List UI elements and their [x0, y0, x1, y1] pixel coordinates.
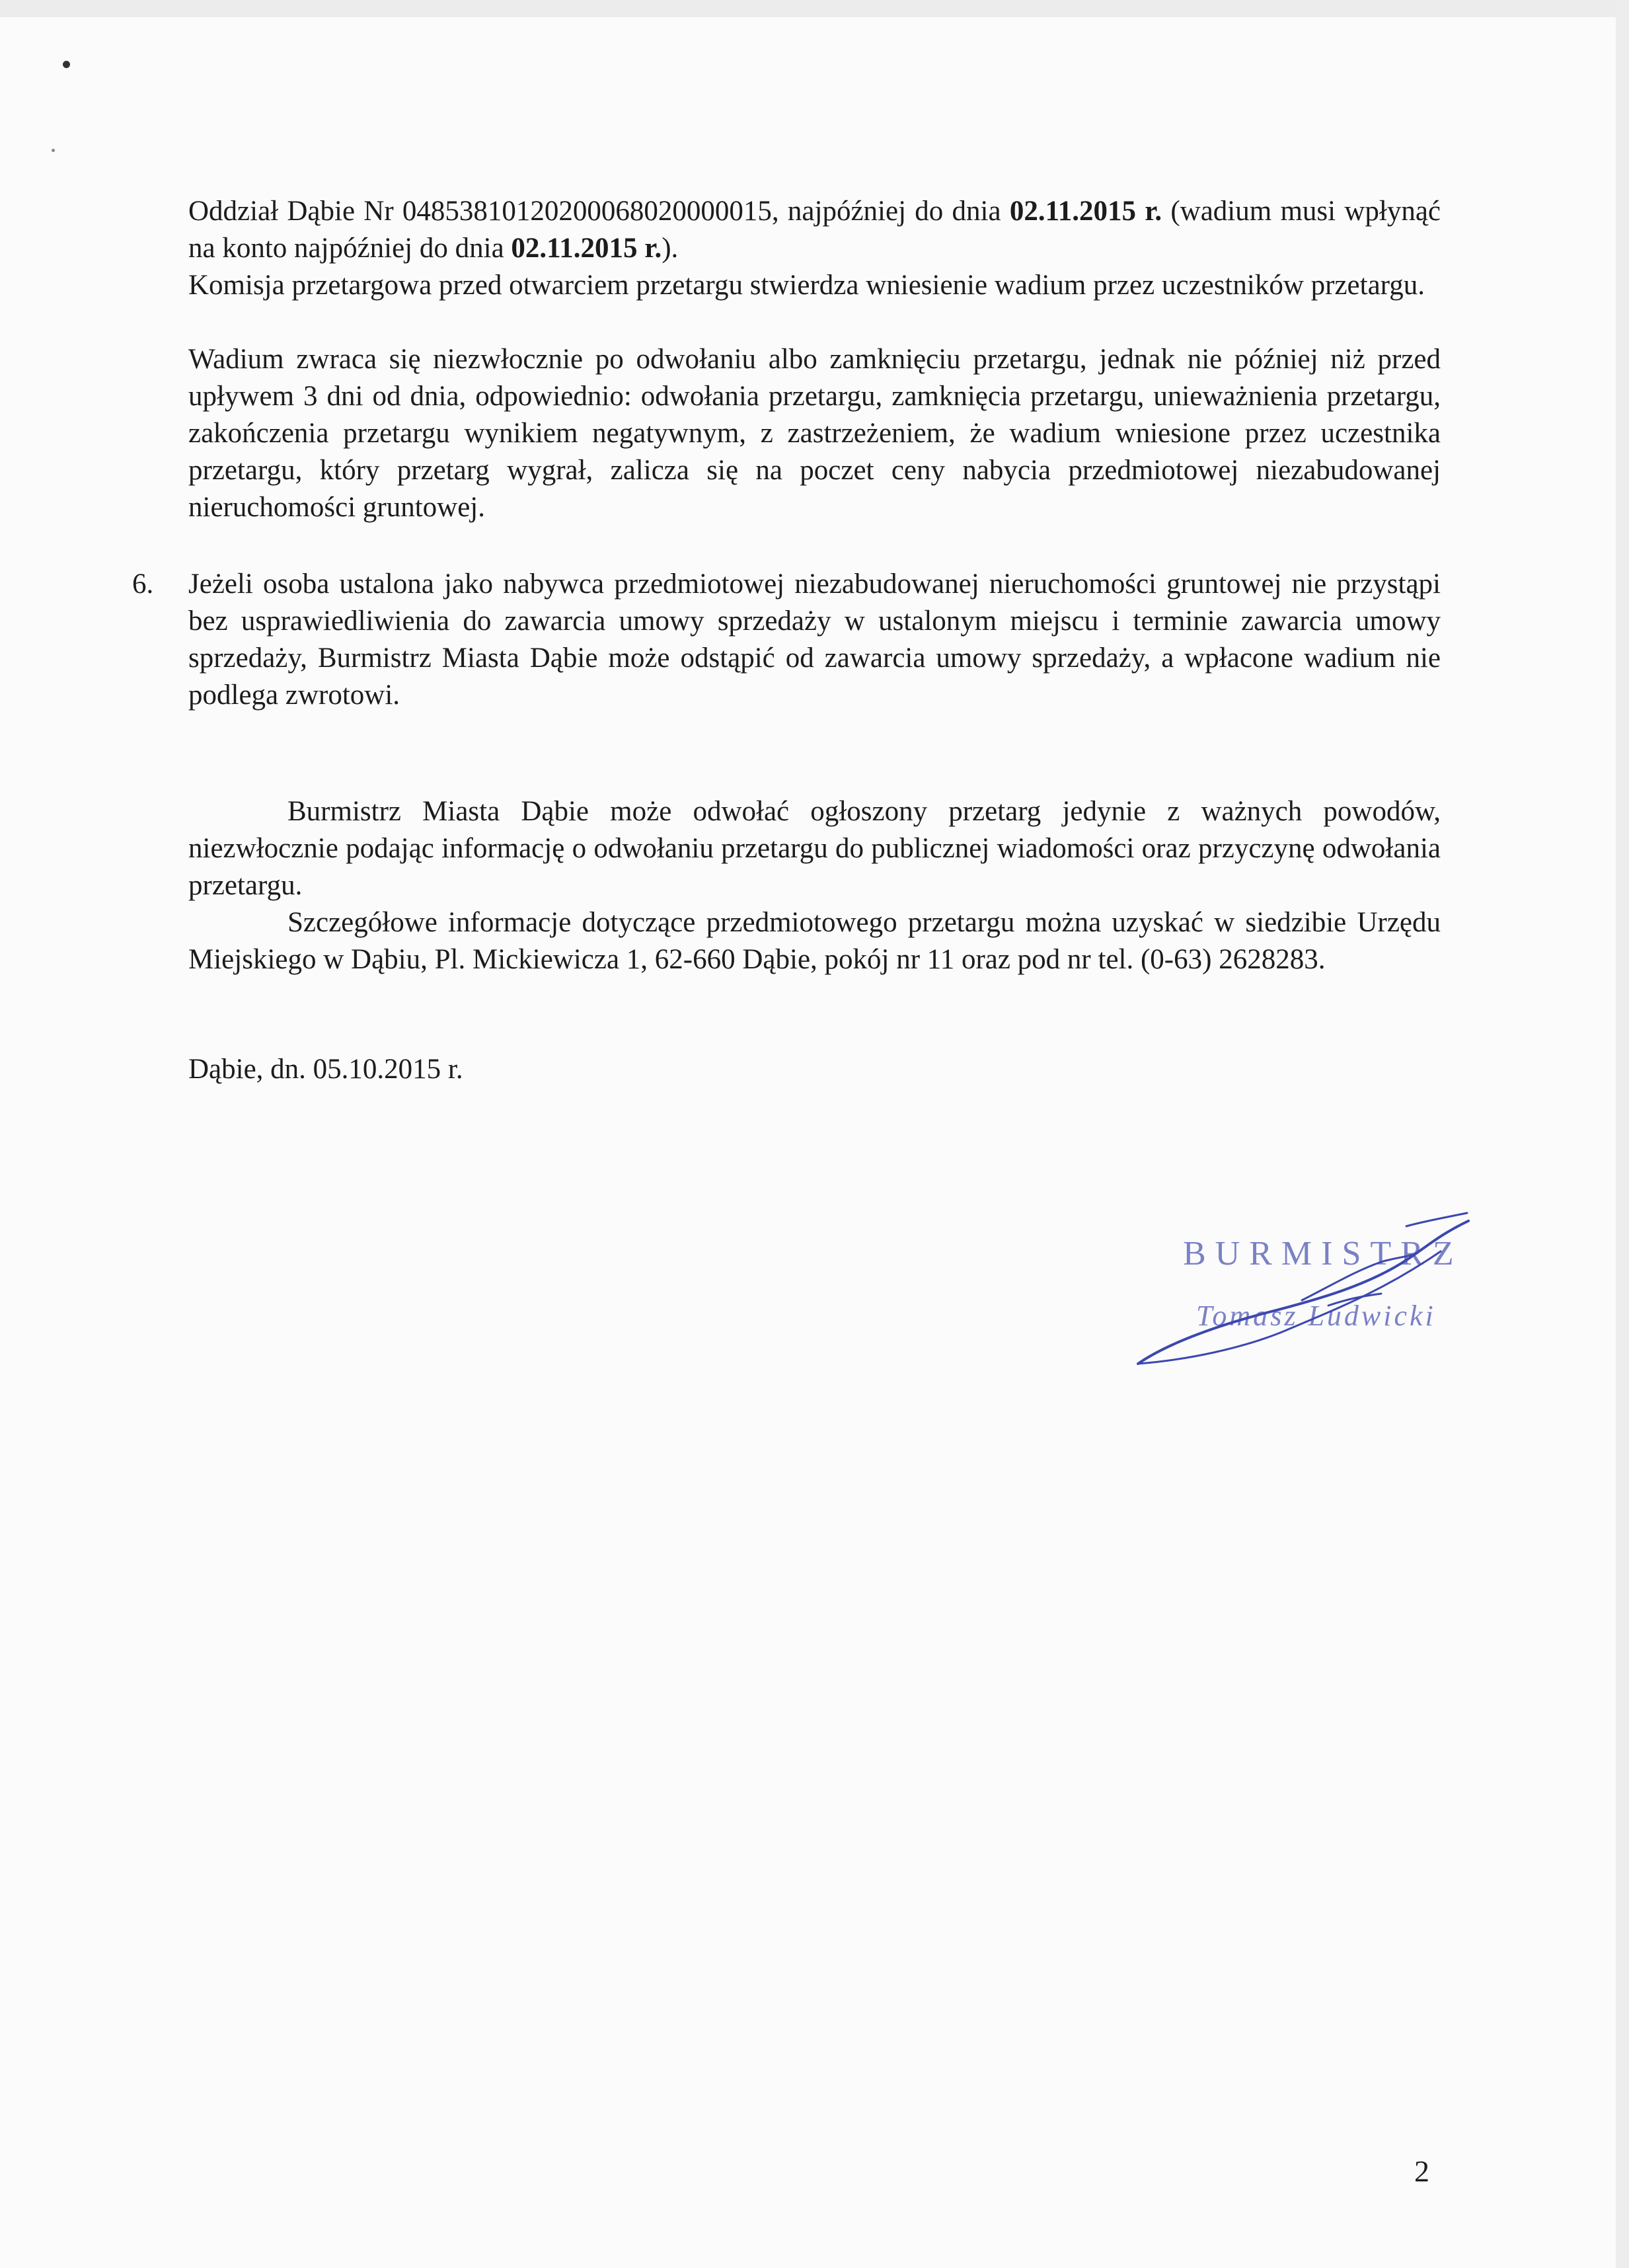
- paragraph-text: Burmistrz Miasta Dąbie może odwołać ogłoszony przetarg jedynie z ważnych powodów, niezwłocznie podając informację o odwołaniu przetargu do publicznej wiadomości oraz przyczynę odwołania przetargu.: [188, 796, 1441, 901]
- list-item-number: 6.: [132, 568, 154, 600]
- scan-top-edge: [0, 0, 1629, 17]
- deadline-date: 02.11.2015 r.: [511, 233, 662, 264]
- paragraph-text: (wadium musi wpłynąć na konto najpóźniej do dnia: [188, 196, 1441, 264]
- mayor-stamp: [1130, 1206, 1474, 1378]
- list-item-text: Jeżeli osoba ustalona jako nabywca przedmiotowej niezabudowanej nieruchomości gruntowej nie przystąpi bez usprawiedliwienia do zawarcia umowy sprzedaży w ustalonym miejscu i terminie zawarcia umowy sprzedaży, Burmistrz Miasta Dąbie może odstąpić od zawarcia umowy sprzedaży, a wpłacone wadium nie podlega zwrotowi.: [188, 568, 1441, 711]
- paragraph-text: Szczegółowe informacje dotyczące przedmiotowego przetargu można uzyskać w siedzibie Urzędu Miejskiego w Dąbiu, Pl. Mickiewicza 1, 62-660 Dąbie, pokój nr 11 oraz pod nr tel. (0-63) 2628283.: [188, 907, 1441, 975]
- stamp-name: Tomasz Ludwicki: [1196, 1300, 1436, 1332]
- paragraph-wadium-return: [188, 341, 1441, 526]
- scan-right-edge: [1616, 0, 1629, 2268]
- paragraph-wadium-deadline: [188, 193, 1441, 304]
- paragraph-text: ).: [662, 233, 679, 264]
- paragraph-contact-info: [188, 904, 1441, 978]
- place-and-date: [188, 1051, 1441, 1088]
- page-number: 2: [1414, 2154, 1429, 2188]
- scan-speck: [63, 61, 70, 68]
- list-item-6: [132, 566, 1441, 714]
- place-date-text: Dąbie, dn. 05.10.2015 r.: [188, 1054, 463, 1085]
- paragraph-text: Wadium zwraca się niezwłocznie po odwołaniu albo zamknięciu przetargu, jednak nie później niż przed upływem 3 dni od dnia, odpowiednio: odwołania przetargu, zamknięcia przetargu, unieważnienia przetargu, zakończenia przetargu wynikiem negatywnym, z zastrzeżeniem, że wadium wniesione przez uczestnika przetargu, który przetarg wygrał, zalicza się na poczet ceny nabycia przedmiotowej niezabudowanej nieruchomości gruntowej.: [188, 344, 1441, 523]
- handwritten-signature: [1130, 1206, 1474, 1378]
- paragraph-text: Komisja przetargowa przed otwarciem przetargu stwierdza wniesienie wadium przez uczestników przetargu.: [188, 270, 1425, 301]
- deadline-date: 02.11.2015 r.: [1009, 196, 1162, 227]
- paragraph-cancellation: [188, 793, 1441, 904]
- paragraph-text: Oddział Dąbie Nr 04853810120200068020000015, najpóźniej do dnia: [188, 196, 1010, 227]
- scan-speck: [52, 149, 55, 152]
- stamp-title: BURMISTRZ: [1183, 1235, 1463, 1272]
